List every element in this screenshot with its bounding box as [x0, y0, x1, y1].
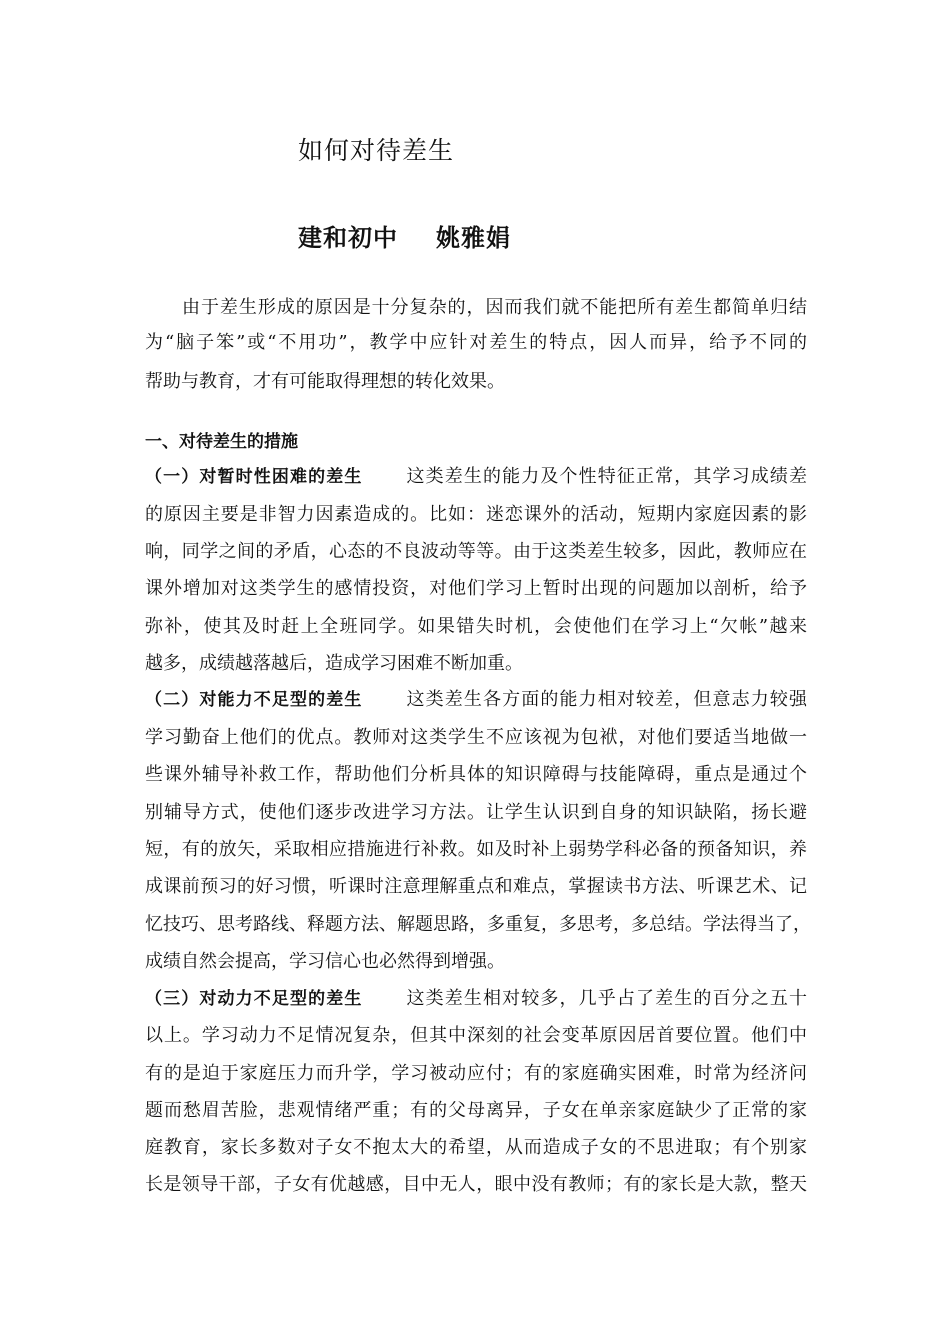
item-line: 别辅导方式，使他们逐步改进学习方法。让学生认识到自身的知识缺陷，扬长避 [145, 802, 807, 823]
item-line: 有的是迫于家庭压力而升学，学习被动应付；有的家庭确实困难，时常为经济问 [145, 1063, 807, 1084]
intro-line: 为“脑子笨”或“不用功”，教学中应针对差生的特点，因人而异，给予不同的 [145, 332, 807, 353]
item-line: 以上。学习动力不足情况复杂，但其中深刻的社会变革原因居首要位置。他们中 [145, 1025, 807, 1046]
item-line: 成绩自然会提高，学习信心也必然得到增强。 [145, 951, 505, 972]
item-text: 这类差生的能力及个性特征正常，其学习成绩差 [406, 466, 807, 487]
item-first-line [145, 465, 807, 489]
item-first-line [145, 987, 807, 1011]
item-line: 忆技巧、思考路线、释题方法、解题思路，多重复，多思考，多总结。学法得当了， [145, 914, 811, 935]
item-heading: （三）对动力不足型的差生 [145, 989, 363, 1009]
item-heading: （一）对暂时性困难的差生 [145, 467, 363, 487]
item-line: 些课外辅导补救工作，帮助他们分析具体的知识障碍与技能障碍，重点是通过个 [145, 764, 807, 785]
section-heading: 一、对待差生的措施 [145, 432, 298, 452]
item-heading: （二）对能力不足型的差生 [145, 690, 363, 710]
item-line: 成课前预习的好习惯，听课时注意理解重点和难点，掌握读书方法、听课艺术、记 [145, 876, 807, 897]
item-line: 庭教育，家长多数对子女不抱太大的希望，从而造成子女的不思进取；有个别家 [145, 1137, 807, 1158]
item-line: 短，有的放矢，采取相应措施进行补救。如及时补上弱势学科必备的预备知识，养 [145, 839, 807, 860]
item-line: 课外增加对这类学生的感情投资，对他们学习上暂时出现的问题加以剖析，给予 [145, 578, 807, 599]
byline [298, 218, 511, 253]
document-title: 如何对待差生 [298, 136, 455, 165]
item-line: 弥补，使其及时赶上全班同学。如果错失时机，会使他们在学习上“欠帐”越来 [145, 616, 807, 637]
school-name: 建和初中 [298, 224, 398, 252]
intro-line: 由于差生形成的原因是十分复杂的，因而我们就不能把所有差生都简单归结 [182, 297, 807, 318]
author-name: 姚雅娟 [436, 224, 511, 252]
item-text: 这类差生各方面的能力相对较差，但意志力较强 [406, 689, 807, 710]
item-text: 这类差生相对较多，几乎占了差生的百分之五十 [406, 988, 807, 1009]
item-line: 越多，成绩越落越后，造成学习困难不断加重。 [145, 653, 523, 674]
intro-line: 帮助与教育，才有可能取得理想的转化效果。 [145, 371, 505, 392]
item-first-line [145, 688, 807, 712]
item-line: 学习勤奋上他们的优点。教师对这类学生不应该视为包袱，对他们要适当地做一 [145, 727, 807, 748]
item-line: 长是领导干部，子女有优越感，目中无人，眼中没有教师；有的家长是大款，整天 [145, 1174, 807, 1195]
item-line: 题而愁眉苦脸，悲观情绪严重；有的父母离异，子女在单亲家庭缺少了正常的家 [145, 1100, 807, 1121]
item-line: 响，同学之间的矛盾，心态的不良波动等等。由于这类差生较多，因此，教师应在 [145, 541, 807, 562]
item-line: 的原因主要是非智力因素造成的。比如：迷恋课外的活动，短期内家庭因素的影 [145, 504, 807, 525]
